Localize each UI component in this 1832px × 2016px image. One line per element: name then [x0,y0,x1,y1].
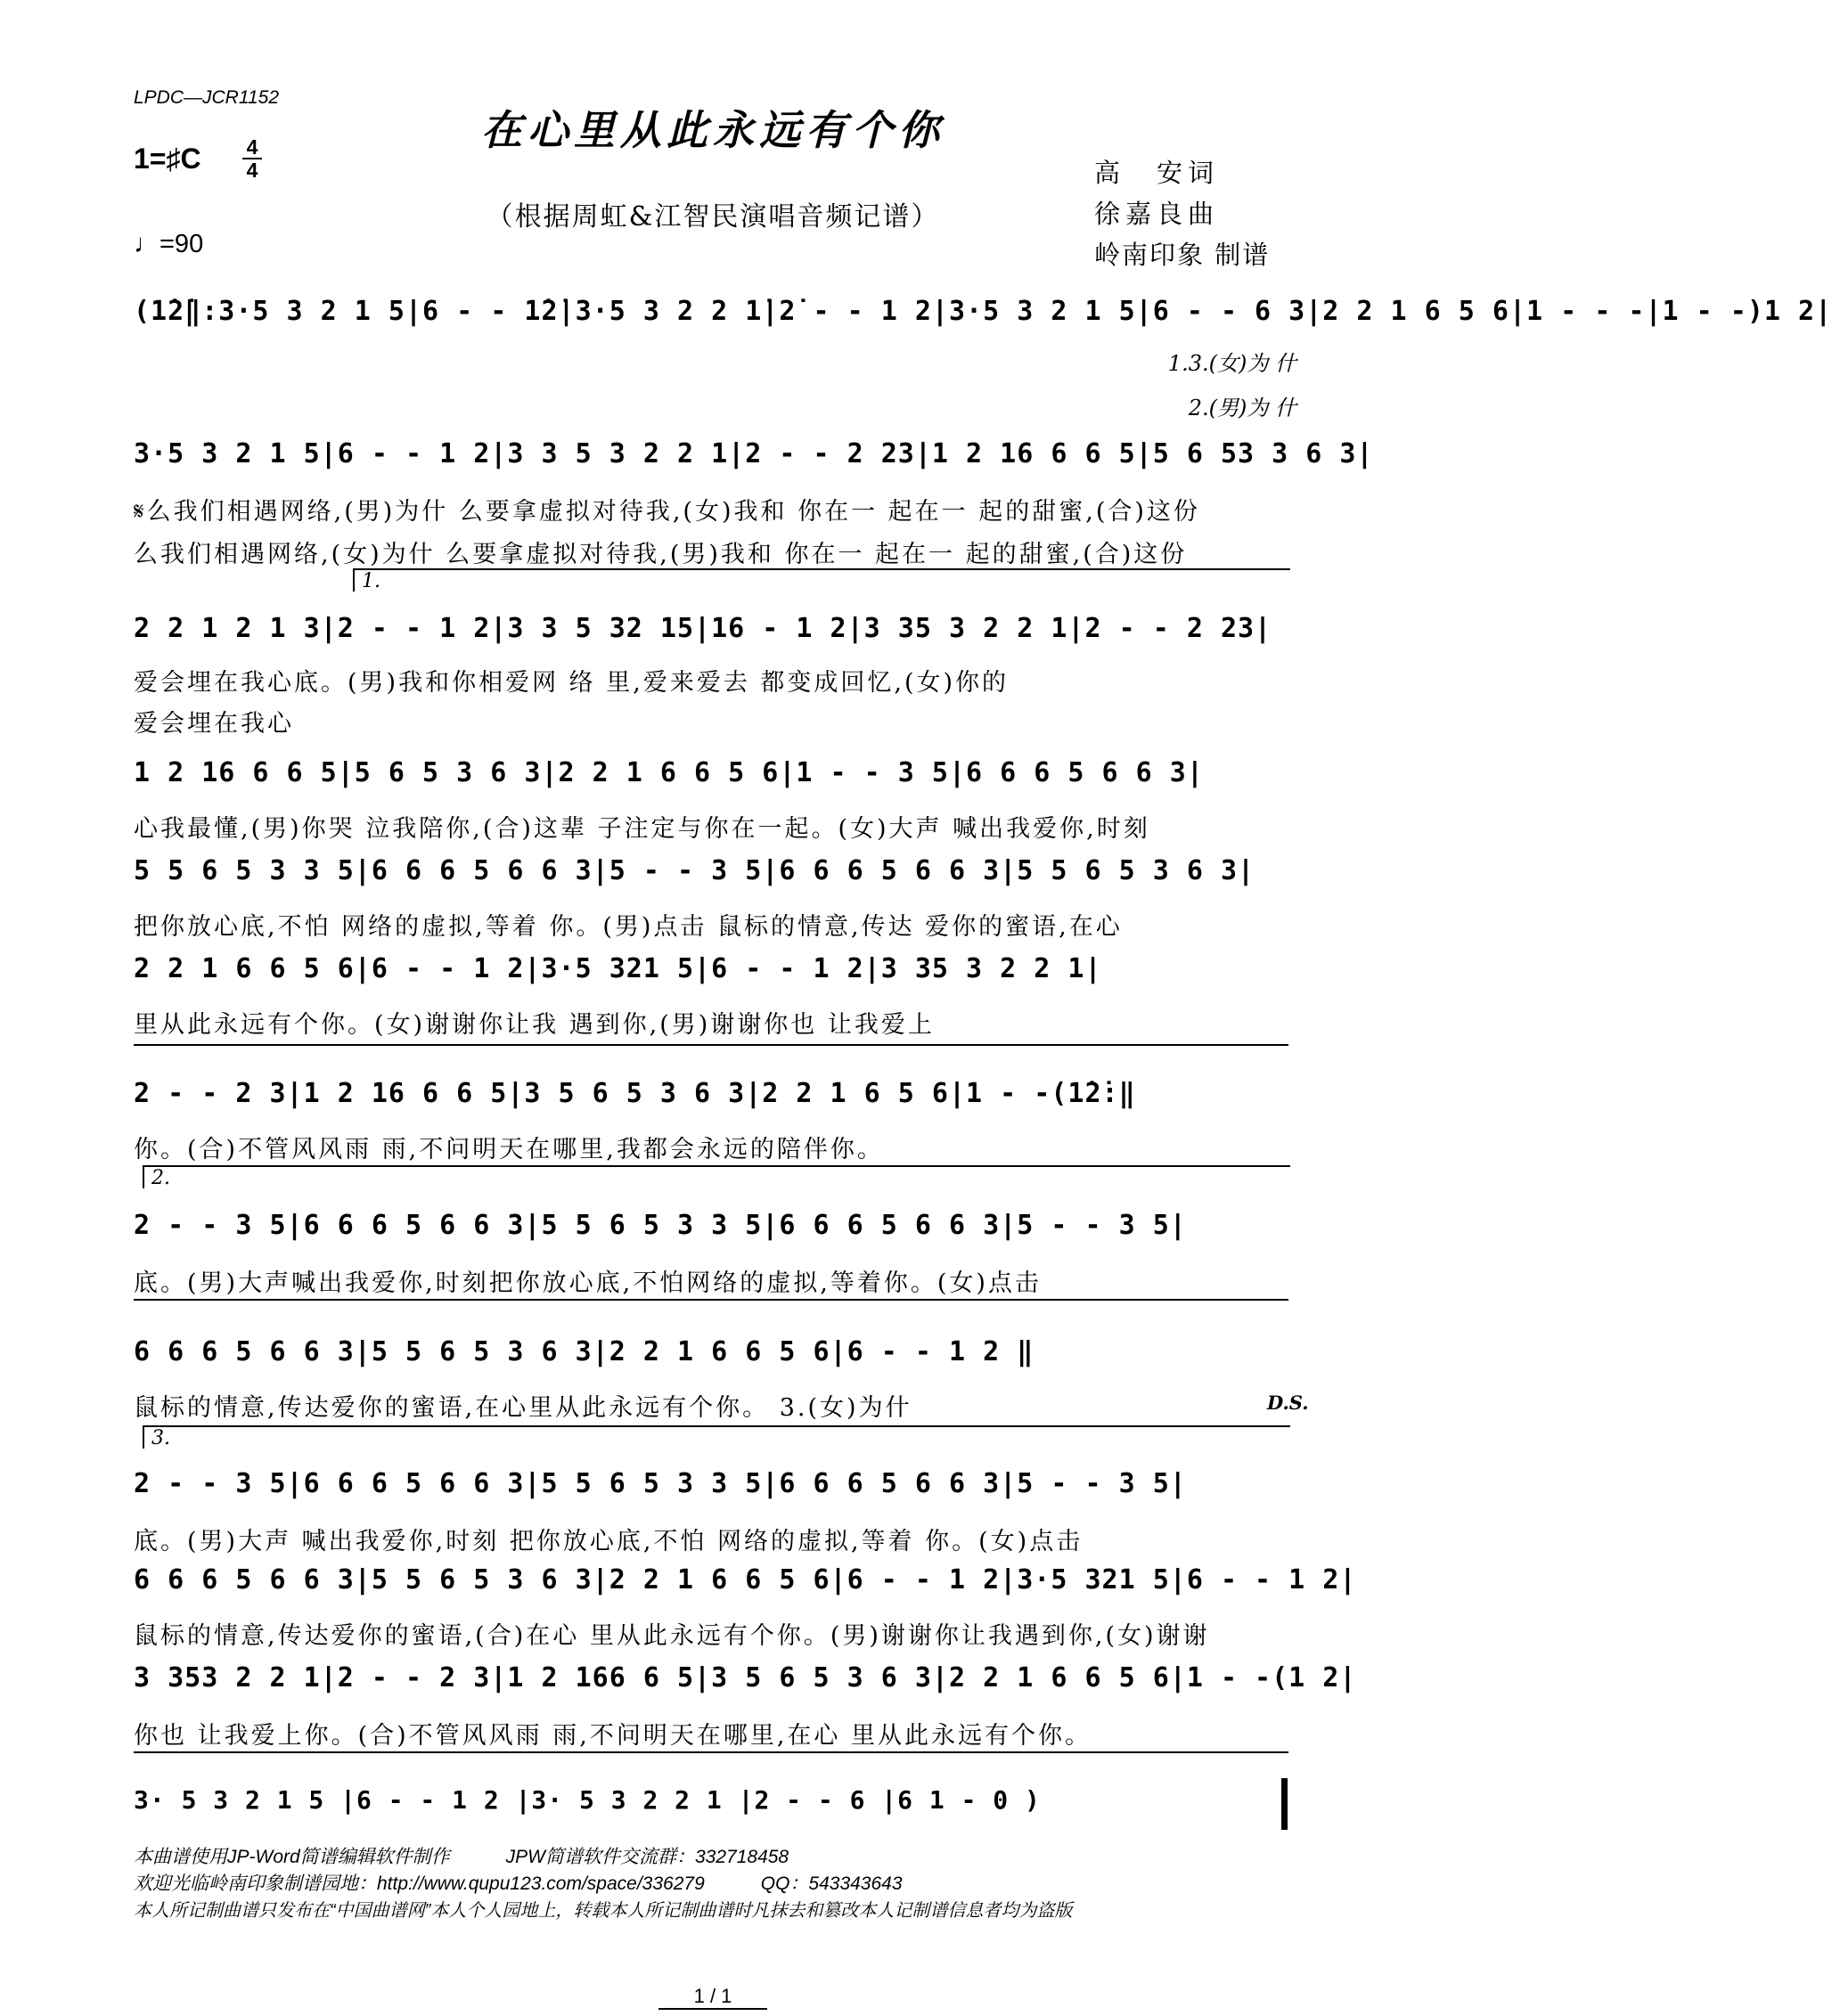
lyric-row-3: 心我最懂,(男)你哭 泣我陪你,(合)这辈 子注定与你在一起。(女)大声 喊出我爱你,时刻 [134,815,1150,843]
score-code: LPDC—JCR1152 [134,87,280,108]
volta-bracket-3: 3. [143,1425,1290,1449]
score-row-1: 3·5 3 2 1 5|6 - - 1 2|3 3 5 3 2 2 1|2 - - 2 23|1 2 16 6 6 5|5 6 53 3 6 3| [134,438,1374,469]
composer-credit: 徐嘉良曲 [1094,199,1220,229]
score-row-10: 6 6 6 5 6 6 3|5 5 6 5 3 6 3|2 2 1 6 6 5 6|6 - - 1 2|3·5 321 5|6 - - 1 2| [134,1564,1357,1596]
lyric-row-6: 你。(合)不管风风雨 雨,不问明天在哪里,我都会永远的陪伴你。 [134,1136,884,1163]
score-row-4: 5 5 6 5 3 3 5|6 6 6 5 6 6 3|5 - - 3 5|6 6 6 5 6 6 3|5 5 6 5 3 6 3| [134,855,1255,886]
score-row-8: 6 6 6 5 6 6 3|5 5 6 5 3 6 3|2 2 1 6 6 5 6|6 - - 1 2 ‖ [134,1336,1035,1367]
lyric-row-1b: 么我们相遇网络,(女)为什 么要拿虚拟对待我,(男)我和 你在一 起在一 起的甜蜜,(合)这份 [134,541,1188,568]
page-number: 1 / 1 [0,1985,1426,2010]
lyric-row-4: 把你放心底,不怕 网络的虚拟,等着 你。(男)点击 鼠标的情意,传达 爱你的蜜语,在心 [134,913,1123,941]
section-rule [134,1044,1288,1046]
score-row-9: 2 - - 3 5|6 6 6 5 6 6 3|5 5 6 5 3 3 5|6 6 6 5 6 6 3|5 - - 3 5| [134,1468,1187,1499]
lyric-row-10: 鼠标的情意,传达爱你的蜜语,(合)在心 里从此永远有个你。(男)谢谢你让我遇到你,(女)谢谢 [134,1622,1210,1650]
section-rule [134,1751,1288,1753]
verse-prefix-1: 1.3.(女)为 什 [1167,351,1296,376]
lyricist-credit: 高 安词 [1094,158,1220,188]
key-signature: 1=♯C [134,143,201,175]
lyric-row-9: 底。(男)大声 喊出我爱你,时刻 把你放心底,不怕 网络的虚拟,等着 你。(女)点击 [134,1528,1084,1555]
section-rule [134,1299,1288,1301]
time-numerator: 4 [246,135,258,159]
dal-segno-mark: D.S. [1267,1392,1309,1414]
score-row-2: 2 2 1 2 1 3|2 - - 1 2|3 3 5 32 15|16 - 1 2|3 35 3 2 2 1|2 - - 2 23| [134,613,1272,644]
score-row-12: 3· 5 3 2 1 5 |6 - - 1 2 |3· 5 3 2 2 1 |2 - - 6 |6 1 - 0 ) [134,1785,1041,1815]
lyric-row-11: 你也 让我爱上你。(合)不管风风雨 雨,不问明天在哪里,在心 里从此永远有个你。 [134,1722,1092,1750]
footer-line-2: 欢迎光临岭南印象制谱园地：http://www.qupu123.com/space/336279 QQ：543343643 [134,1873,903,1894]
volta-bracket-2: 2. [143,1165,1290,1188]
intro-notes: (1̇2̇‖:3·5 3 2 1 5|6 - - 1̇2̇|3·5 3 2 2 1̇|2̇ - - 1 2|3·5 3 2 1 5|6 - - 6 3|2 2 1 6 5 6|1 - - -|1 - -)1 2| [134,296,1832,327]
song-subtitle: （根据周虹&江智民演唱音频记谱） [486,201,940,233]
song-title: 在心里从此永远有个你 [481,106,945,154]
score-row-6: 2 - - 2 3|1 2 16 6 6 5|3 5 6 5 3 6 3|2 2 1 6 5 6|1 - -(1̇2̇:‖ [134,1078,1136,1109]
lyric-row-1a: 𝄋么我们相遇网络,(男)为什 么要拿虚拟对待我,(女)我和 你在一 起在一 起的甜蜜,(合)这份 [134,498,1200,526]
footer-line-1: 本曲谱使用JP-Word简谱编辑软件制作 JPW简谱软件交流群：332718458 [134,1847,789,1867]
lyric-row-5: 里从此永远有个你。(女)谢谢你让我 遇到你,(男)谢谢你也 让我爱上 [134,1011,935,1039]
final-barline [1281,1778,1288,1830]
arranger-credit: 岭南印象 制谱 [1094,240,1271,270]
score-row-7: 2 - - 3 5|6 6 6 5 6 6 3|5 5 6 5 3 3 5|6 6 6 5 6 6 3|5 - - 3 5| [134,1210,1187,1241]
tempo-marking: ♩=90 [134,230,204,258]
lyric-row-7: 底。(男)大声喊出我爱你,时刻把你放心底,不怕网络的虚拟,等着你。(女)点击 [134,1269,1042,1297]
footer-line-3: 本人所记制曲谱只发布在“中国曲谱网”本人个人园地上，转载本人所记制曲谱时凡抹去和篡改本人记制谱信息者均为盗版 [134,1901,1073,1921]
lyric-row-8: 鼠标的情意,传达爱你的蜜语,在心里从此永远有个你。 3.(女)为什 [134,1394,912,1422]
volta-bracket-1: 1. [353,568,1290,592]
lyric-row-2a: 爱会埋在我心底。(男)我和你相爱网 络 里,爱来爱去 都变成回忆,(女)你的 [134,669,1010,697]
score-row-11: 3 353 2 2 1|2 - - 2 3|1 2 166 6 5|3 5 6 5 3 6 3|2 2 1 6 6 5 6|1 - -(1 2| [134,1662,1357,1694]
score-row-3: 1 2 16 6 6 5|5 6 5 3 6 3|2 2 1 6 6 5 6|1 - - 3 5|6 6 6 5 6 6 3| [134,757,1204,788]
lyric-row-2b: 爱会埋在我心 [134,710,294,738]
score-row-5: 2 2 1 6 6 5 6|6 - - 1 2|3·5 321 5|6 - - 1 2|3 35 3 2 2 1| [134,953,1102,984]
verse-prefix-2: 2.(男)为 什 [1188,396,1296,420]
time-denominator: 4 [246,159,258,182]
time-signature [242,137,262,180]
